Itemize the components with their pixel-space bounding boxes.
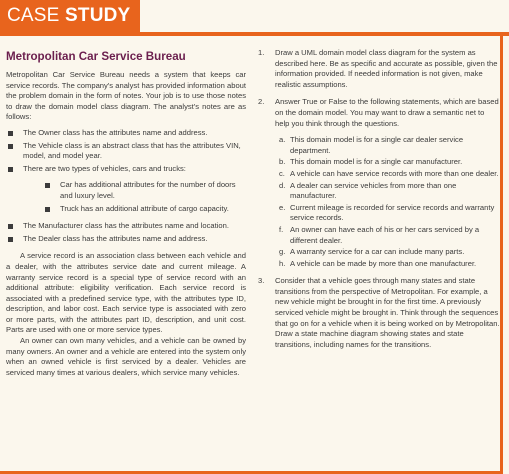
note-text: There are two types of vehicles, cars and trucks: — [23, 163, 186, 173]
statement-letter: f. — [279, 224, 284, 234]
statement-text: A dealer can service vehicles from more than one manufacturer. — [290, 180, 457, 201]
question-text: Consider that a vehicle goes through many states and state transitions from the perspective of Metropolitan. For example, a new vehicle might be brought in for the first time. A previously serviced vehicle might be brought in. Think through the sequences that go on for a vehicle when it is being worked on by Metropolitan. Draw a state machine diagram showing states and state transitions, including names for the transitions. — [275, 276, 500, 349]
note-item — [6, 164, 246, 214]
question-item — [256, 97, 500, 269]
analyst-notes-list — [6, 128, 246, 244]
questions-column — [256, 48, 500, 357]
statement-item — [275, 135, 500, 156]
statement-text: This domain model is for a single car manufacturer. — [290, 157, 463, 167]
question-number: 1. — [258, 48, 265, 57]
statement-item — [275, 247, 500, 258]
statement-item — [275, 157, 500, 168]
question-item — [256, 276, 500, 350]
case-title: Metropolitan Car Service Bureau — [6, 50, 186, 63]
true-false-list — [275, 135, 500, 269]
note-item: The Vehicle class is an abstract class that has the attributes VIN, model, and model year. — [6, 141, 246, 162]
statement-letter: a. — [279, 135, 286, 145]
case-description-column — [6, 48, 246, 378]
statement-item — [275, 181, 500, 202]
statement-text: A vehicle can be made by more than one manufacturer. — [290, 258, 477, 268]
statement-letter: c. — [279, 168, 285, 178]
header-label-bold: STUDY — [65, 5, 131, 26]
statement-letter: d. — [279, 180, 286, 190]
note-item: The Owner class has the attributes name and address. — [6, 128, 246, 139]
statement-item — [275, 169, 500, 180]
note-item: The Manufacturer class has the attributes name and location. — [6, 221, 246, 232]
question-text: Answer True or False to the following statements, which are based on the domain model. You may want to draw a semantic net to help you think through the questions. — [275, 97, 499, 128]
intro-paragraph: Metropolitan Car Service Bureau needs a system that keeps car service records. The company's analyst has provided information about the problem domain in the form of notes. Your job is to use those notes to draw the domain model class diagram. The analyst's notes are as follows: — [6, 70, 246, 122]
statement-letter: g. — [279, 247, 286, 257]
statement-text: A warranty service for a car can include many parts. — [290, 247, 465, 257]
statement-item — [275, 225, 500, 246]
vehicle-type-item: Truck has an additional attribute of cargo capacity. — [23, 204, 246, 215]
statement-letter: b. — [279, 157, 286, 167]
statement-letter: e. — [279, 202, 286, 212]
questions-list — [256, 48, 500, 350]
case-study-header — [0, 0, 140, 32]
statement-text: This domain model is for a single car dealer service department. — [290, 135, 464, 155]
vehicle-types-list — [23, 180, 246, 214]
statement-text: A vehicle can have service records with more than one dealer. — [290, 168, 499, 178]
statement-letter: h. — [279, 258, 286, 268]
vehicle-type-item: Car has additional attributes for the number of doors and luxury level. — [23, 180, 246, 201]
question-number: 3. — [258, 276, 265, 286]
question-item — [256, 48, 500, 90]
statement-item — [275, 203, 500, 224]
statement-text: An owner can have each of his or her cars serviced by a different dealer. — [290, 224, 480, 245]
note-item: The Dealer class has the attributes name and address. — [6, 234, 246, 245]
ownership-paragraph: An owner can own many vehicles, and a vehicle can be owned by many owners. An owner and a vehicle are entered into the system only when an owned vehicle is first serviced by a dealer. Vehicles are serviced many times at various dealers, which service many vehicles. — [6, 336, 246, 377]
header-label-light: CASE — [7, 5, 60, 26]
question-text: Draw a UML domain model class diagram for the system as described here. Be as specific and accurate as possible, given the information provided. If needed information is not given, make realistic assumptions. — [275, 48, 498, 89]
service-record-paragraph: A service record is an association class between each vehicle and a dealer, with the attributes service date and current mileage. A warranty service record is a special type of service record with an additional attribute: eligibility verification. Each service record is associated with a predefined service type, with the attributes type ID, description, and labor cost. Each service type is associated with zero or more parts, with the attributes part ID, description, and unit cost. Parts are used with one or more service types. — [6, 251, 246, 335]
question-number: 2. — [258, 97, 265, 107]
statement-text: Current mileage is recorded for service records and warranty service records. — [290, 202, 495, 223]
statement-item — [275, 259, 500, 270]
